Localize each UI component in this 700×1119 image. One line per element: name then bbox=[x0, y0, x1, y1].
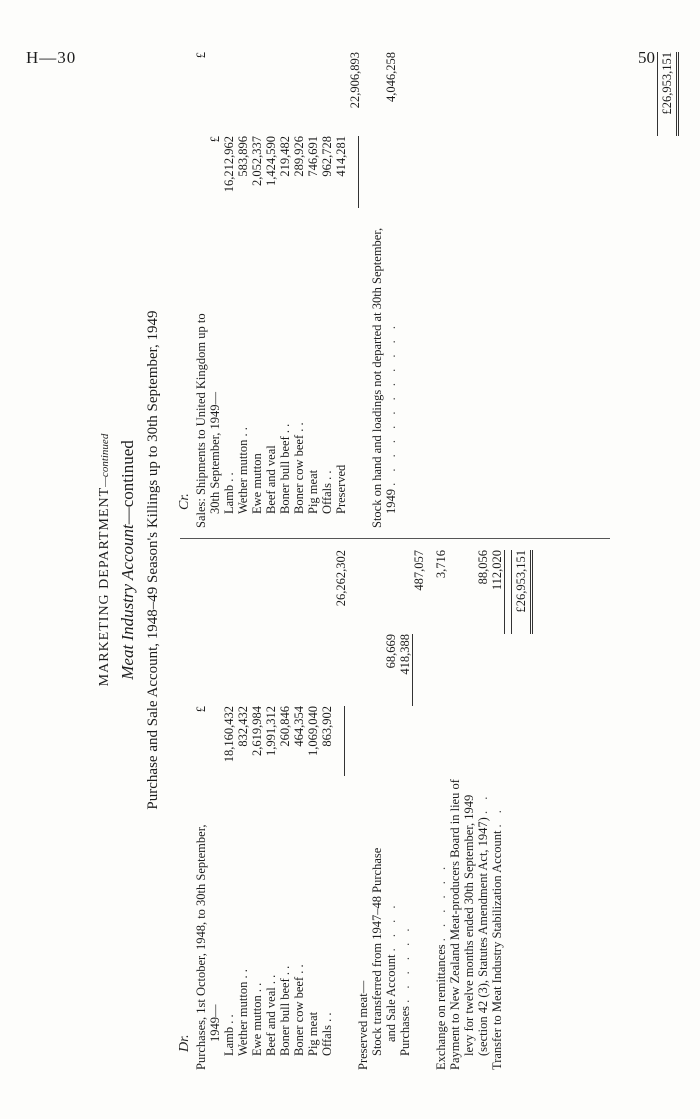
payment-amount: 88,056 bbox=[476, 550, 490, 585]
purchases-heading-2: 1949— bbox=[208, 1004, 222, 1042]
preserved-stock-label-2: and Sale Account . . . . bbox=[384, 901, 398, 1042]
debit-grand-total-row bbox=[512, 550, 532, 1070]
sales-heading-2: 30th September, 1949— bbox=[208, 391, 222, 514]
debit-side bbox=[176, 550, 532, 1070]
currency-row bbox=[194, 550, 208, 1070]
exchange-label: Exchange on remittances . . . . . . bbox=[434, 862, 448, 1070]
debit-item-amount: 464,354 bbox=[292, 706, 306, 747]
debit-item-amount: 1,069,040 bbox=[306, 706, 320, 756]
credit-item-amount: 1,424,590 bbox=[264, 136, 278, 186]
stock-label-2: 1949 . . . . . . . . . . . . bbox=[384, 322, 398, 514]
sales-heading: Sales: Shipments to United Kingdom up to bbox=[194, 313, 208, 528]
credit-item-amount: 746,691 bbox=[306, 136, 320, 177]
purchases-heading-cont bbox=[208, 550, 222, 1070]
debit-item-row bbox=[278, 550, 292, 1070]
debit-grand-total: £26,953,151 bbox=[511, 550, 533, 634]
credit-item-row bbox=[278, 52, 292, 528]
credit-item-amount: 289,926 bbox=[292, 136, 306, 177]
credit-item-row bbox=[320, 52, 334, 528]
debit-item-label: Lamb . . bbox=[222, 1014, 236, 1056]
credit-item-amount: 962,728 bbox=[320, 136, 334, 177]
credit-item-amount: 16,212,962 bbox=[222, 136, 236, 193]
debit-item-row bbox=[264, 550, 278, 1070]
account-title bbox=[117, 50, 139, 1070]
preserved-total: 487,057 bbox=[412, 550, 426, 591]
credit-item-label: Boner bull beef . . bbox=[278, 423, 292, 514]
preserved-heading-row bbox=[356, 550, 370, 1070]
credit-items bbox=[222, 52, 348, 528]
debit-item-label: Offals . . bbox=[320, 1012, 334, 1056]
credit-items-total-row bbox=[348, 52, 362, 528]
credit-item-label: Preserved bbox=[334, 464, 348, 514]
sales-heading-row-2 bbox=[208, 52, 222, 528]
credit-item-label: Boner cow beef . . bbox=[292, 422, 306, 514]
debit-item-amount: 18,160,432 bbox=[222, 706, 236, 763]
debit-item-row bbox=[306, 550, 320, 1070]
preserved-stock-label: Stock transferred from 1947–48 Purchase bbox=[370, 847, 384, 1056]
stock-row bbox=[370, 52, 384, 528]
preserved-total-row bbox=[412, 550, 426, 1070]
credit-label: Cr. bbox=[177, 493, 192, 510]
account-title-suffix: —continued bbox=[118, 440, 137, 525]
credit-item-label: Ewe mutton bbox=[250, 453, 264, 514]
credit-currency-total: £ bbox=[194, 52, 208, 59]
credit-item-label: Lamb . . bbox=[222, 472, 236, 514]
account-subtitle: Purchase and Sale Account, 1948–49 Season's Killings up to 30th September, 1949 bbox=[145, 310, 161, 810]
credit-item-row bbox=[334, 52, 348, 528]
credit-currency: £ bbox=[208, 136, 222, 143]
credit-grand-total: £26,953,151 bbox=[657, 52, 679, 136]
debit-label: Dr. bbox=[177, 1034, 192, 1052]
credit-side bbox=[176, 52, 678, 528]
debit-item-amount: 2,619,984 bbox=[250, 706, 264, 756]
debit-item-row bbox=[320, 550, 334, 1070]
stock-label: Stock on hand and loadings not departed at 30th September, bbox=[370, 227, 384, 528]
credit-item-row bbox=[306, 52, 320, 528]
payment-row-3 bbox=[476, 550, 490, 1070]
credit-item-row bbox=[236, 52, 250, 528]
debit-item-label: Beef and veal . . bbox=[264, 974, 278, 1056]
payment-label-2: levy for twelve months ended 30th September, 1949 bbox=[462, 794, 476, 1056]
debit-item-label: Boner cow beef . . bbox=[292, 964, 306, 1056]
preserved-stock-row bbox=[370, 550, 384, 1070]
stock-row-2 bbox=[384, 52, 398, 528]
transfer-label: Transfer to Meat Industry Stabilization Account . . bbox=[490, 806, 504, 1070]
debit-items bbox=[222, 550, 334, 1070]
department-heading bbox=[96, 50, 114, 1070]
credit-item-amount: 414,281 bbox=[334, 136, 348, 177]
debit-item-label: Ewe mutton . . bbox=[250, 982, 264, 1056]
page-reference: H—30 bbox=[26, 48, 77, 67]
debit-item-label: Pig meat bbox=[306, 1011, 320, 1056]
debit-items-total-row bbox=[334, 550, 348, 1070]
debit-item-amount: 260,846 bbox=[278, 706, 292, 747]
debit-item-label: Boner bull beef . . bbox=[278, 965, 292, 1056]
preserved-heading: Preserved meat— bbox=[356, 980, 370, 1070]
credit-item-amount: 219,482 bbox=[278, 136, 292, 177]
debit-item-amount: 863,902 bbox=[320, 706, 334, 747]
payment-label-1: Payment to New Zealand Meat-producers Board in lieu of bbox=[448, 779, 462, 1070]
debit-item-row bbox=[250, 550, 264, 1070]
preserved-purchases-label: Purchases . . . . . . bbox=[398, 924, 412, 1056]
credit-grand-total-row bbox=[658, 52, 678, 528]
payment-row-1 bbox=[448, 550, 462, 1070]
account-title-text: Meat Industry Account bbox=[118, 524, 137, 680]
headings bbox=[96, 50, 163, 1070]
credit-item-row bbox=[222, 52, 236, 528]
preserved-purchases-amount: 418,388 bbox=[398, 634, 413, 706]
credit-item-row bbox=[292, 52, 306, 528]
debit-item-amount: 832,432 bbox=[236, 706, 250, 747]
credit-items-total: 22,906,893 bbox=[348, 52, 362, 109]
sales-heading-row bbox=[194, 52, 208, 528]
debit-item-row bbox=[222, 550, 236, 1070]
page-number: 50 bbox=[638, 48, 655, 67]
department-name: MARKETING DEPARTMENT bbox=[97, 486, 112, 687]
debit-item-amount: 1,991,312 bbox=[264, 706, 278, 756]
debit-item-row bbox=[292, 550, 306, 1070]
payment-label-3: (section 42 (3), Statutes Amendment Act, 1947) . . bbox=[476, 792, 490, 1056]
column-divider bbox=[180, 538, 610, 539]
exchange-row bbox=[434, 550, 448, 1070]
payment-row-2 bbox=[462, 550, 476, 1070]
credit-item-row bbox=[264, 52, 278, 528]
credit-item-label: Beef and veal bbox=[264, 445, 278, 514]
credit-item-amount: 2,052,337 bbox=[250, 136, 264, 186]
transfer-amount: 112,020 bbox=[490, 550, 505, 634]
debit-items-total: 26,262,302 bbox=[334, 550, 348, 607]
debit-item-label: Wether mutton . . bbox=[236, 969, 250, 1056]
credit-item-row bbox=[250, 52, 264, 528]
preserved-purchases-row bbox=[398, 550, 412, 1070]
credit-item-label: Pig meat bbox=[306, 469, 320, 514]
purchases-heading: Purchases, 1st October, 1948, to 30th September, bbox=[194, 824, 208, 1070]
credit-item-amount: 583,896 bbox=[236, 136, 250, 177]
debit-item-row bbox=[236, 550, 250, 1070]
transfer-row bbox=[490, 550, 504, 1070]
credit-item-label: Offals . . bbox=[320, 470, 334, 514]
preserved-stock-row-2 bbox=[384, 550, 398, 1070]
preserved-stock-amount: 68,669 bbox=[384, 634, 398, 669]
currency-symbol: £ bbox=[194, 706, 208, 713]
exchange-amount: 3,716 bbox=[434, 550, 448, 579]
stock-amount: 4,046,258 bbox=[384, 52, 398, 102]
credit-item-label: Wether mutton . . bbox=[236, 427, 250, 514]
department-suffix: —continued bbox=[99, 433, 111, 487]
